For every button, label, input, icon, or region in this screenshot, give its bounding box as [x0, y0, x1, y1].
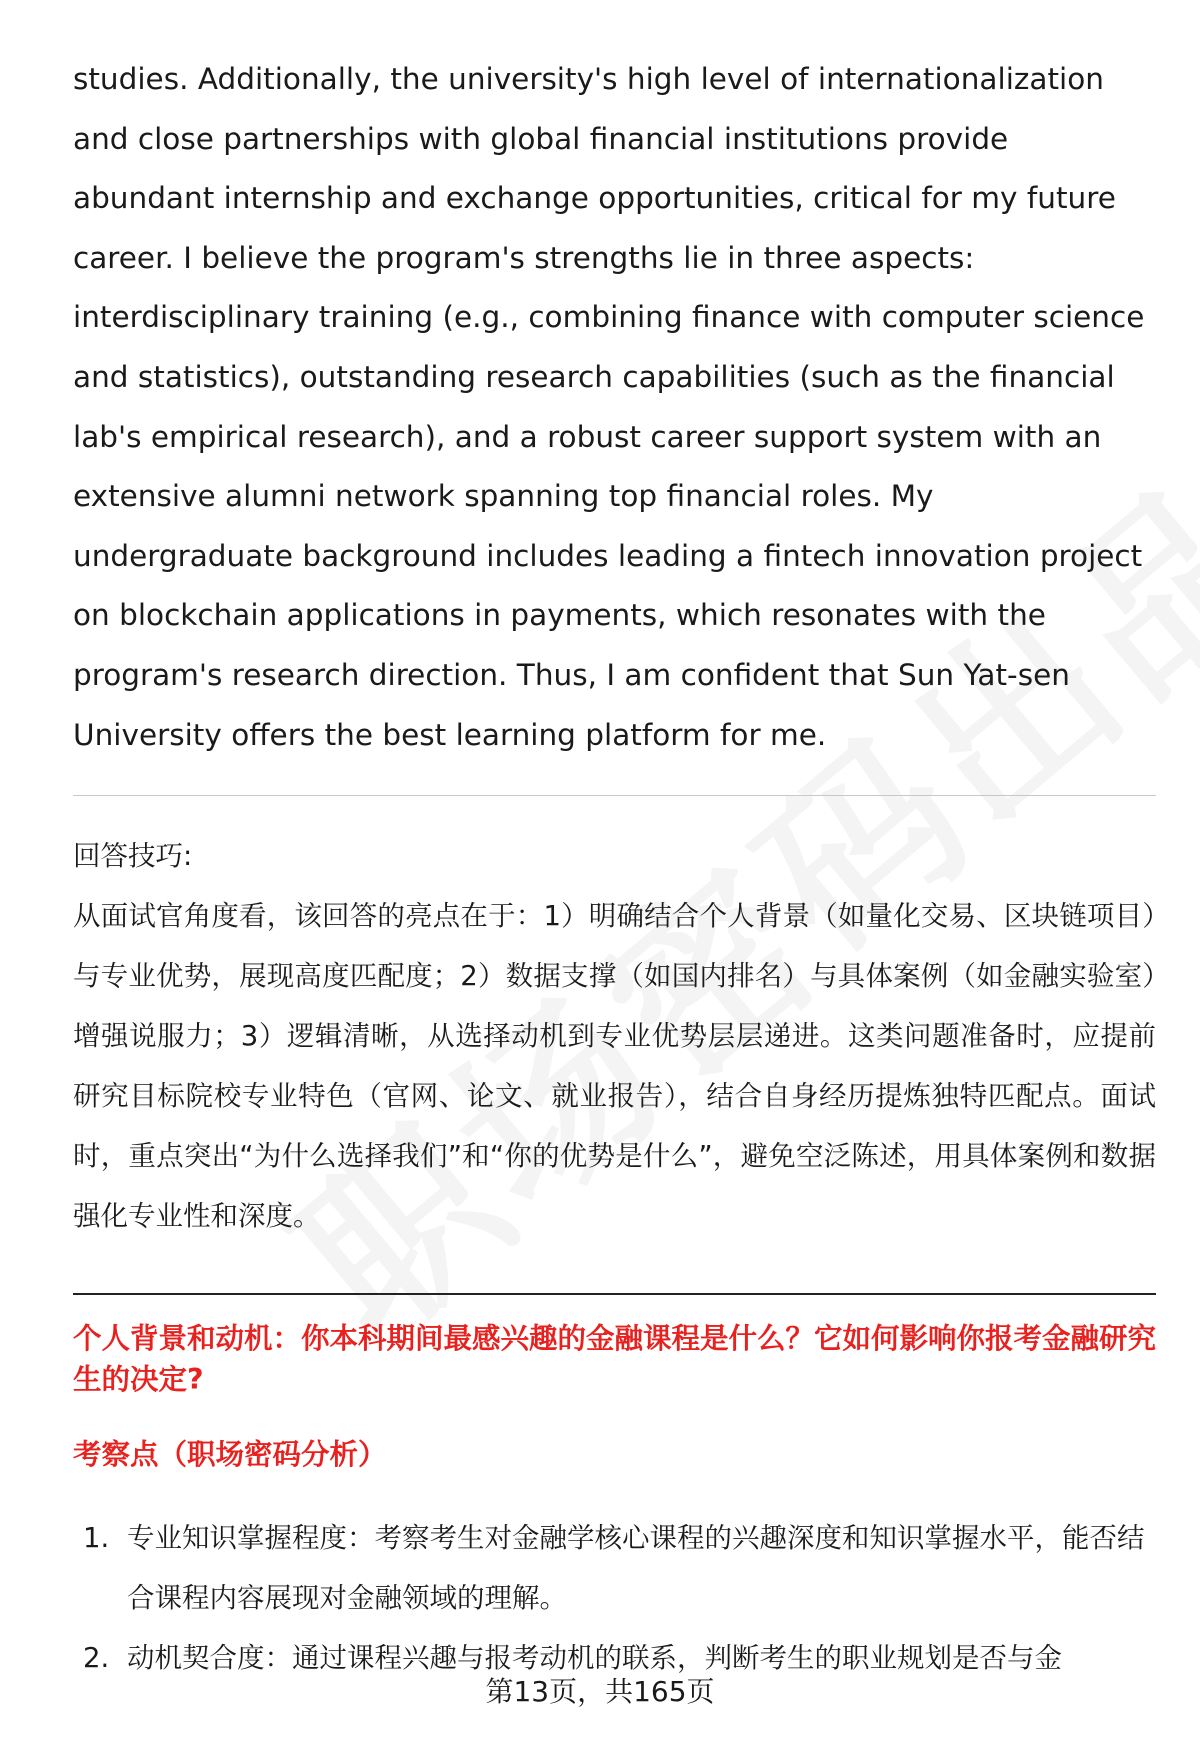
assessment-heading: 考察点（职场密码分析）: [73, 1438, 387, 1471]
interview-question: 个人背景和动机：你本科期间最感兴趣的金融课程是什么？它如何影响你报考金融研究生的决定?: [73, 1322, 1157, 1396]
list-item-text: 动机契合度：通过课程兴趣与报考动机的联系，判断考生的职业规划是否与金: [127, 1642, 1062, 1674]
page-number: 第13页，共165页: [485, 1675, 715, 1708]
answer-tips-body: 从面试官角度看，该回答的亮点在于：1）明确结合个人背景（如量化交易、区块链项目）与专业优势，展现高度匹配度；2）数据支撑（如国内排名）与具体案例（如金融实验室）增强说服力；3）逻辑清晰，从选择动机到专业优势层层递进。这类问题准备时，应提前研究目标院校专业特色（官网、论文、就业报告），结合自身经历提炼独特匹配点。面试时，重点突出“为什么选择我们”和“你的优势是什么”，避免空泛陈述，用具体案例和数据强化专业性和深度。: [73, 900, 1156, 1232]
english-answer-paragraph: studies. Additionally, the university's high level of internationalization and close partnerships with global financial institutions provide abundant internship and exchange opportunities, critical for my future career. I believe the program's strengths lie in three aspects: interdisciplinary training (e.g., combining finance with computer science and statistics), outstanding research capabilities (such as the financial lab's empirical research), and a robust career support system with an extensive alumni network spanning top financial roles. My undergraduate background includes leading a fintech innovation project on blockchain applications in payments, which resonates with the program's research direction. Thus, I am confident that Sun Yat-sen University offers the best learning platform for me.: [73, 62, 1145, 752]
section-divider: [73, 795, 1156, 796]
list-item-text: 专业知识掌握程度：考察考生对金融学核心课程的兴趣深度和知识掌握水平，能否结合课程内容展现对金融领域的理解。: [127, 1522, 1145, 1614]
answer-tips-title: 回答技巧:: [73, 840, 193, 872]
list-item: [73, 1508, 1156, 1628]
list-item-number: 1.: [83, 1522, 110, 1554]
question-divider: [73, 1293, 1156, 1295]
answer-tips-section: [73, 826, 1156, 1246]
assessment-list: [73, 1508, 1156, 1688]
list-item-number: 2.: [83, 1642, 110, 1674]
